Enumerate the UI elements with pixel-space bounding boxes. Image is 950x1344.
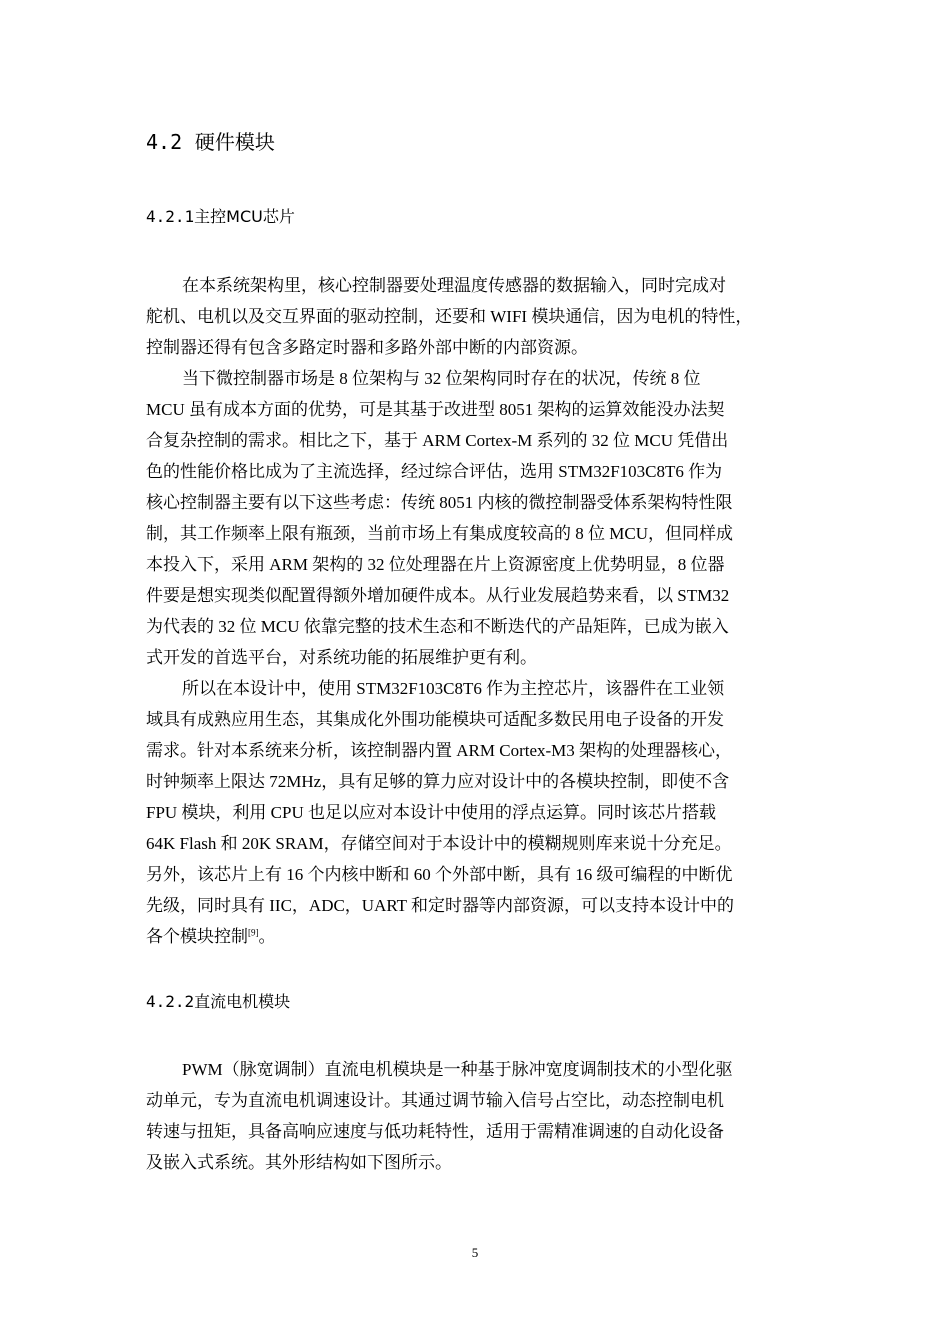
paragraph-line: PWM（脉宽调制）直流电机模块是一种基于脉冲宽度调制技术的小型化驱	[182, 1060, 733, 1079]
paragraph-line: 在本系统架构里，核心控制器要处理温度传感器的数据输入，同时完成对	[182, 276, 726, 295]
paragraph-line: 色的性能价格比成为了主流选择，经过综合评估，选用 STM32F103C8T6 作为	[146, 462, 723, 481]
paragraph-line: 本投入下，采用 ARM 架构的 32 位处理器在片上资源密度上优势明显，8 位器	[146, 555, 725, 574]
paragraph-line: MCU 虽有成本方面的优势，可是其基于改进型 8051 架构的运算效能没办法契	[146, 400, 725, 419]
paragraph-line: 为代表的 32 位 MCU 依靠完整的技术生态和不断迭代的产品矩阵，已成为嵌入	[146, 617, 729, 636]
paragraph-line: 件要是想实现类似配置得额外增加硬件成本。从行业发展趋势来看，以 STM32	[146, 586, 730, 605]
paragraph-line: 及嵌入式系统。其外形结构如下图所示。	[146, 1153, 452, 1172]
section-title: 硬件模块	[194, 130, 275, 154]
paragraph-line: 当下微控制器市场是 8 位架构与 32 位架构同时存在的状况，传统 8 位	[182, 369, 701, 388]
section-number: 4.2	[146, 130, 183, 154]
subsection-title: 直流电机模块	[194, 992, 291, 1011]
paragraph-line: 制，其工作频率上限有瓶颈，当前市场上有集成度较高的 8 位 MCU，但同样成	[146, 524, 733, 543]
subsection-number: 4.2.1	[146, 207, 195, 226]
paragraph-line: FPU 模块，利用 CPU 也足以应对本设计中使用的浮点运算。同时该芯片搭载	[146, 803, 717, 822]
subsection-heading-mcu	[146, 205, 295, 229]
paragraph-last-line	[146, 921, 810, 952]
paragraph-line: 域具有成熟应用生态，其集成化外围功能模块可适配多数民用电子设备的开发	[146, 710, 724, 729]
subsection-title: 主控MCU芯片	[194, 207, 295, 226]
paragraph-line: 式开发的首选平台，对系统功能的拓展维护更有利。	[146, 648, 537, 667]
mcu-section-body	[146, 270, 810, 952]
last-line-text: 各个模块控制	[146, 927, 248, 946]
paragraph-line: 64K Flash 和 20K SRAM，存储空间对于本设计中的模糊规则库来说十分充足。	[146, 834, 732, 853]
paragraph-line: 转速与扭矩，具备高响应速度与低功耗特性，适用于需精准调速的自动化设备	[146, 1122, 724, 1141]
paragraph-line: 舵机、电机以及交互界面的驱动控制，还要和 WIFI 模块通信，因为电机的特性，	[146, 307, 753, 326]
page-number: 5	[471, 1245, 479, 1260]
paragraph-line: 控制器还得有包含多路定时器和多路外部中断的内部资源。	[146, 338, 588, 357]
paragraph-line: 另外，该芯片上有 16 个内核中断和 60 个外部中断，具有 16 级可编程的中断优	[146, 865, 733, 884]
paragraph-line: 所以在本设计中，使用 STM32F103C8T6 作为主控芯片，该器件在工业领	[182, 679, 725, 698]
citation-reference[interactable]: [9]	[248, 927, 259, 938]
paragraph-line: 需求。针对本系统来分析，该控制器内置 ARM Cortex-M3 架构的处理器核心，	[146, 741, 733, 760]
paragraph-line: 动单元，专为直流电机调速设计。其通过调节输入信号占空比，动态控制电机	[146, 1091, 724, 1110]
last-line-tail: 。	[258, 927, 276, 946]
paragraph-line: 核心控制器主要有以下这些考虑：传统 8051 内核的微控制器受体系架构特性限	[146, 493, 733, 512]
section-heading	[146, 128, 275, 156]
paragraph-line: 时钟频率上限达 72MHz，具有足够的算力应对设计中的各模块控制，即使不含	[146, 772, 730, 791]
paragraph-line: 先级，同时具有 IIC，ADC，UART 和定时器等内部资源，可以支持本设计中的	[146, 896, 735, 915]
subsection-heading-dc-motor	[146, 990, 290, 1014]
dc-motor-section-body	[146, 1054, 810, 1178]
subsection-number: 4.2.2	[146, 992, 195, 1011]
paragraph-line: 合复杂控制的需求。相比之下，基于 ARM Cortex-M 系列的 32 位 MCU 凭借出	[146, 431, 729, 450]
